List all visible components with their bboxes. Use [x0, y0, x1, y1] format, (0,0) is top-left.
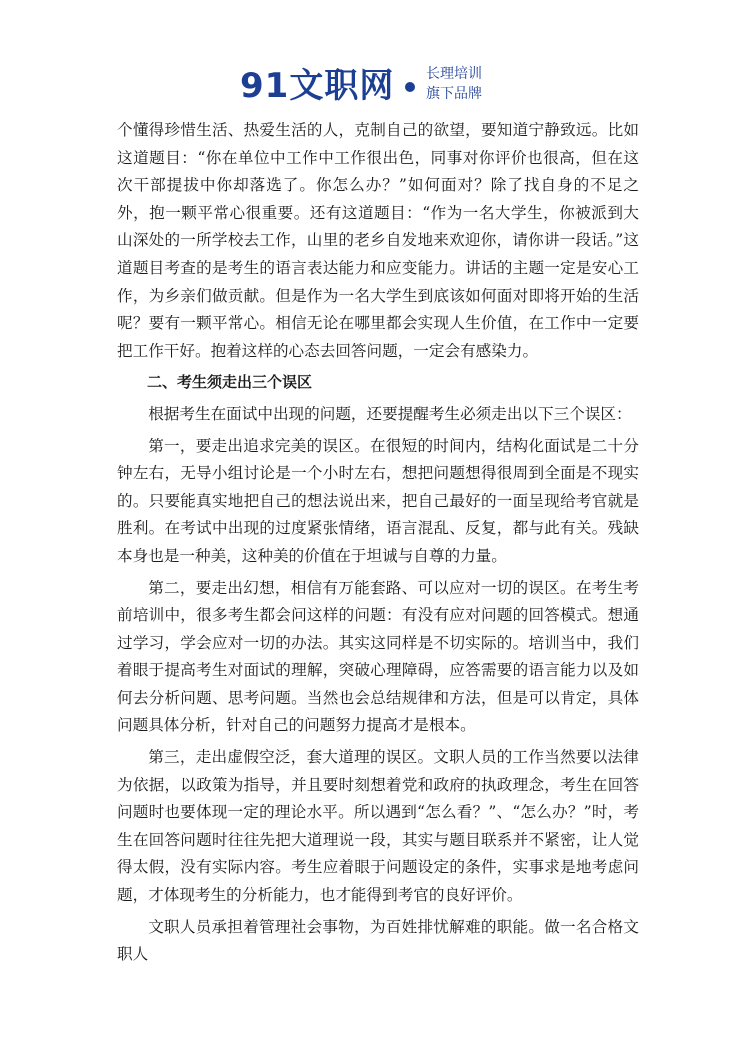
- paragraph-continuation: 个懂得珍惜生活、热爱生活的人，克制自己的欲望，要知道宁静致远。比如这道题目：“你在单位中工作中工作很出色，同事对你评价也很高，但在这次干部提拔中你却落选了。你怎么办？”如何面对？除了找自身的不足之外，抱一颗平常心很重要。还有这道题目：“作为一名大学生，你被派到大山深处的一所学校去工作，山里的老乡自发地来欢迎你，请你讲一段话。”这道题目考查的是考生的语言表达能力和应变能力。讲话的主题一定是安心工作，为乡亲们做贡献。但是作为一名大学生到底该如何面对即将开始的生活呢？要有一颗平常心。相信无论在哪里都会实现人生价值，在工作中一定要把工作干好。抱着这样的心态去回答问题，一定会有感染力。: [117, 121, 639, 360]
- brand-tagline-line1: 长理培训: [426, 66, 482, 82]
- paragraph-point-one: 第一，要走出追求完美的误区。在很短的时间内，结构化面试是二十分钟左右，无导小组讨论是一个小时左右，想把问题想得很周到全面是不现实的。只要能真实地把自己的想法说出来，把自己最好的一面呈现给考官就是胜利。在考试中出现的过度紧张情绪，语言混乱、反复，都与此有关。残缺本身也是一种美，这种美的价值在于坦诚与自尊的力量。: [117, 436, 639, 565]
- paragraph-intro: 根据考生在面试中出现的问题，还要提醒考生必须走出以下三个误区：: [148, 404, 632, 423]
- brand-logo-text: 91文职网: [240, 66, 395, 106]
- section-heading: 二、考生须走出三个误区: [147, 373, 313, 392]
- paragraph-closing: 文职人员承担着管理社会事物，为百姓排忧解难的职能。做一名合格文职人: [117, 917, 639, 964]
- paragraph-point-two: 第二，要走出幻想，相信有万能套路、可以应对一切的误区。在考生考前培训中，很多考生都会问这样的问题：有没有应对问题的回答模式。想通过学习，学会应对一切的办法。其实这同样是不切实际的。培训当中，我们着眼于提高考生对面试的理解，突破心理障碍，应答需要的语言能力以及如何去分析问题、思考问题。当然也会总结规律和方法，但是可以肯定，具体问题具体分析，针对自己的问题努力提高才是根本。: [117, 578, 639, 735]
- document-body: [117, 117, 639, 973]
- page-header: [0, 62, 750, 112]
- brand-tagline-line2: 旗下品牌: [426, 86, 482, 102]
- brand-tagline: [426, 64, 482, 104]
- logo-dot-icon: [405, 82, 415, 92]
- paragraph-point-three: 第三，走出虚假空泛，套大道理的误区。文职人员的工作当然要以法律为依据，以政策为指导，并且要时刻想着党和政府的执政理念，考生在回答问题时也要体现一定的理论水平。所以遇到“怎么看？”、“怎么办？”时，考生在回答问题时往往先把大道理说一段，其实与题目联系并不紧密，让人觉得太假，没有实际内容。考生应着眼于问题设定的条件，实事求是地考虑问题，才体现考生的分析能力，也才能得到考官的良好评价。: [117, 748, 639, 905]
